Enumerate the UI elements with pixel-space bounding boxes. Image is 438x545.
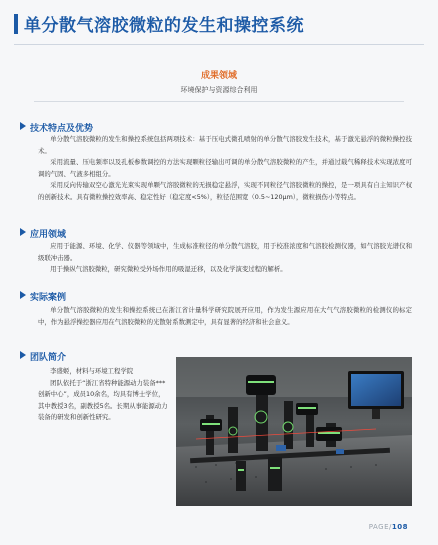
- paragraph: 用于操纵气溶胶微粒，研究微粒受外场作用的吸湿迁移，以及化学演变过程的解析。: [50, 265, 287, 274]
- section-heading-cases-label: 实际案例: [30, 293, 67, 303]
- section-heading-cases: [20, 290, 66, 303]
- page-number-value: 108: [391, 523, 408, 531]
- section-heading-features: [20, 121, 93, 134]
- lab-equipment-photo: [176, 357, 412, 506]
- section-heading-applications-label: 应用领域: [30, 230, 67, 240]
- section-heading-team-label: 团队简介: [30, 353, 67, 363]
- triangle-right-icon: [20, 291, 26, 299]
- section-heading-team: [20, 350, 66, 363]
- section-heading-features-label: 技术特点及优势: [30, 124, 94, 134]
- triangle-right-icon: [20, 351, 26, 359]
- paragraph: 采用流量、压电频率以及孔板参数调控的方法实现颗粒径输出可调的单分散气溶胶微粒的产生，并通过载气稀释技术实现浓度可调的气固、气液多相组分。: [38, 158, 412, 178]
- field-value: 环境保护与资源综合利用: [180, 86, 258, 94]
- title-divider: [14, 44, 424, 45]
- triangle-right-icon: [20, 228, 26, 236]
- paragraph: 单分散气溶胶微粒的发生和操控系统包括两项技术：基于压电式微孔喷射的单分散气溶胶发生技术，基于激光悬浮的微粒操控技术。: [38, 135, 412, 155]
- section-body-features: [38, 134, 412, 204]
- section-heading-applications: [20, 227, 66, 240]
- section-body-team: [38, 366, 168, 424]
- paragraph: 应用于能源、环境、化学、仪器等领域中，生成标准粒径的单分散气溶胶，用于校准浓度和气溶胶检测仪器，如气溶胶光谱仪和级联冲击器。: [38, 242, 412, 262]
- title-accent-bar: [14, 14, 18, 34]
- paragraph: 团队依托于“浙江省特种能源动力装备***创新中心”，成员10余名，均具有博士学位，其中教授3名，副教授5名。长期从事能源动力装备的研发和创新性研究。: [38, 378, 168, 422]
- paragraph: 单分散气溶胶微粒的发生和操控系统已在浙江省计量科学研究院展开应用，作为发生源应用在大气气溶胶微粒的检测仪的标定中，作为悬浮操控器应用在气溶胶微粒的光散射系数测定中，具有显著的经济和社会意义。: [38, 306, 412, 326]
- page-number: [369, 523, 408, 531]
- field-divider: [34, 101, 404, 102]
- field-label: 成果领域: [200, 71, 237, 81]
- triangle-right-icon: [20, 122, 26, 130]
- section-body-applications: [38, 241, 412, 276]
- section-body-cases: [38, 305, 412, 328]
- paragraph: 李盛姬，材料与环境工程学院: [50, 367, 134, 375]
- page-title: 单分散气溶胶微粒的发生和操控系统: [24, 16, 304, 36]
- paragraph: 采用反向传输双空心激光光束实现单颗气溶胶微粒的无损稳定悬浮，实现不同粒径气溶胶微粒的操控，是一项具有自主知识产权的创新技术。具有微粒操控效率高、稳定性好（稳定度<5%），粒径范围宽（0.5~120μm），微粒损伤小等特点。: [38, 181, 412, 201]
- page-number-prefix: PAGE/: [368, 523, 392, 531]
